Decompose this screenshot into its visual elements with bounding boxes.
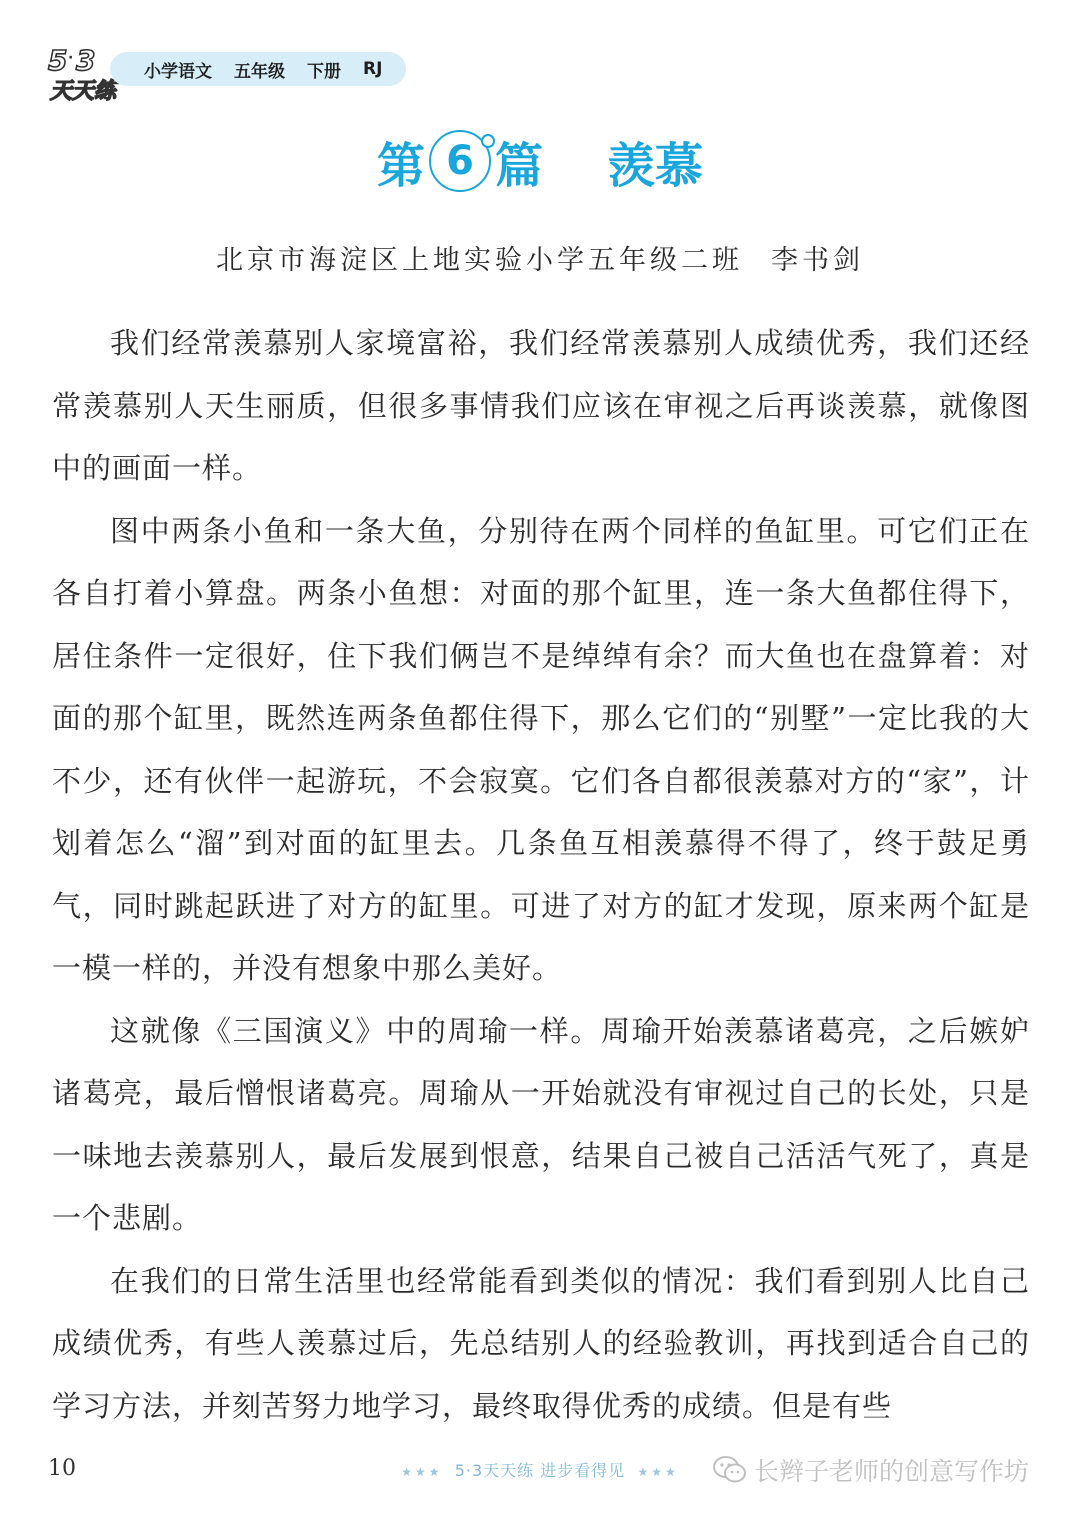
title-number-badge: [429, 130, 491, 192]
header-volume: 下册: [307, 61, 341, 82]
paragraph-4: 在我们的日常生活里也经常能看到类似的情况：我们看到别人比自己成绩优秀，有些人羡慕过后，先总结别人的经验教训，再找到适合自己的学习方法，并刻苦努力地学习，最终取得优秀的成绩。但是有些: [52, 1263, 1030, 1423]
svg-text:·: ·: [68, 50, 74, 66]
paragraph-3: 这就像《三国演义》中的周瑜一样。周瑜开始羡慕诸葛亮，之后嫉妒诸葛亮，最后憎恨诸葛亮。周瑜从一开始就没有审视过自己的长处，只是一味地去羡慕别人，最后发展到恨意，结果自己被自己活活气死了，真是一个悲剧。: [52, 1013, 1030, 1235]
stars-right: ★★★: [637, 1465, 679, 1479]
title-suffix: 篇: [494, 137, 543, 194]
page-number: 10: [48, 1456, 76, 1481]
wechat-icon: [712, 1455, 748, 1485]
watermark: [712, 1450, 1029, 1490]
header-edition: RJ: [363, 59, 383, 79]
title-number: 6: [446, 138, 474, 184]
stars-left: ★★★: [401, 1465, 443, 1479]
paragraph-1: 我们经常羡慕别人家境富裕，我们经常羡慕别人成绩优秀，我们还经常羡慕别人天生丽质，但很多事情我们应该在审视之后再谈羡慕，就像图中的画面一样。: [52, 326, 1030, 485]
title-name: 羡慕: [607, 137, 704, 194]
title-prefix: 第: [376, 137, 425, 194]
svg-text:天天练: 天天练: [50, 79, 117, 104]
slogan-text: 5·3天天练 进步看得见: [454, 1461, 626, 1480]
author-line: [0, 238, 1080, 277]
author-school: 北京市海淀区上地实验小学五年级二班: [216, 245, 743, 276]
page-title: [0, 128, 1080, 194]
header-pill: [110, 52, 406, 86]
svg-text:5: 5: [48, 44, 68, 77]
footer-slogan: [390, 1458, 690, 1481]
author-name: 李书剑: [771, 245, 864, 276]
article-body: [52, 312, 1030, 1437]
svg-text:3: 3: [76, 44, 96, 77]
paragraph-2: 图中两条小鱼和一条大鱼，分别待在两个同样的鱼缸里。可它们正在各自打着小算盘。两条小鱼想：对面的那个缸里，连一条大鱼都住得下，居住条件一定很好，住下我们俩岂不是绰绰有余？而大鱼也在盘算着：对面的那个缸里，既然连两条鱼都住得下，那么它们的“别墅”一定比我的大不少，还有伙伴一起游玩，不会寂寞。它们各自都很羡慕对方的“家”，计划着怎么“溜”到对面的缸里去。几条鱼互相羡慕得不得了，终于鼓足勇气，同时跳起跃进了对方的缸里。可进了对方的缸才发现，原来两个缸是一模一样的，并没有想象中那么美好。: [52, 513, 1030, 985]
header-subject: 小学语文: [144, 61, 212, 82]
header-grade: 五年级: [234, 61, 285, 82]
watermark-text: 长辫子老师的创意写作坊: [754, 1457, 1030, 1486]
